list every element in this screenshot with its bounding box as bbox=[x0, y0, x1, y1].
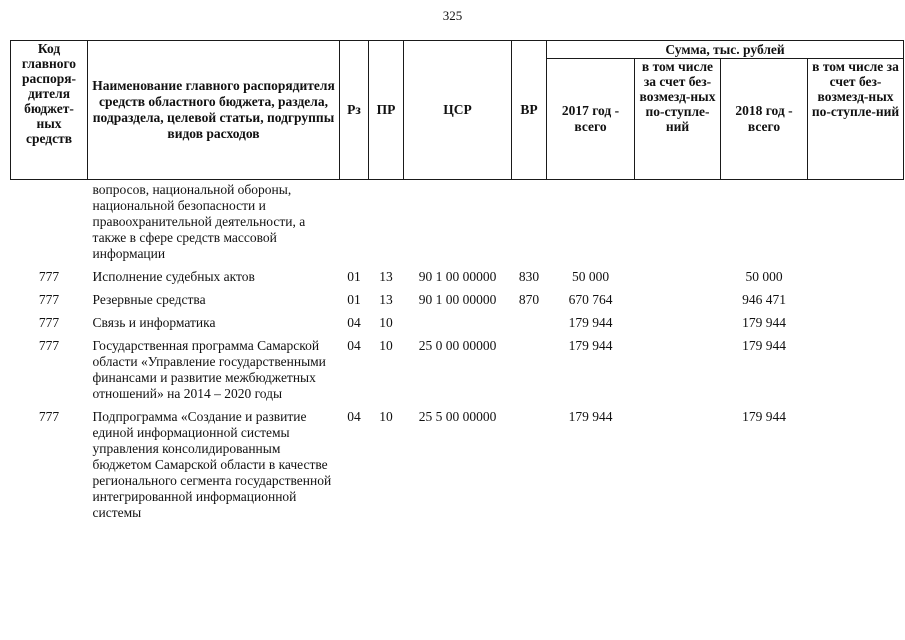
cell-code bbox=[11, 180, 88, 270]
cell-2018-total: 179 944 bbox=[742, 315, 786, 330]
cell-csr: 25 5 00 00000 bbox=[418, 409, 497, 424]
cell-2018-total: 179 944 bbox=[742, 409, 786, 424]
cell-2017-free bbox=[635, 338, 721, 409]
table-row bbox=[11, 409, 904, 528]
table-row bbox=[11, 180, 904, 270]
cell-pr: 10 bbox=[379, 338, 393, 353]
cell-rz: 01 bbox=[347, 269, 361, 284]
cell-name: Государственная программа Самарской области «Управление государственными финансами и развитие межбюджетных отношений» на 2014 – 2020 годы bbox=[92, 338, 326, 401]
cell-rz: 04 bbox=[347, 315, 361, 330]
cell-2017-free bbox=[635, 409, 721, 528]
cell-name: Подпрограмма «Создание и развитие единой информационной системы управления консолидированным бюджетом Самарской области в качестве регионального сегмента государственной интегрированной информационной системы bbox=[92, 409, 332, 520]
cell-2018-total bbox=[721, 180, 808, 270]
header-2017-total: 2017 год - всего bbox=[547, 59, 635, 180]
cell-rz: 01 bbox=[347, 292, 361, 307]
page-number: 325 bbox=[442, 8, 463, 23]
cell-vr bbox=[512, 315, 547, 338]
header-code: Код главного распоря-дителя бюджет-ных средств bbox=[11, 41, 88, 180]
cell-2017-total: 179 944 bbox=[568, 315, 613, 330]
cell-pr: 10 bbox=[379, 409, 393, 424]
cell-2017-total: 179 944 bbox=[568, 338, 613, 353]
cell-vr bbox=[512, 409, 547, 528]
cell-name: вопросов, национальной обороны, национальной безопасности и правоохранительной деятельности, а также в сфере средств массовой информации bbox=[92, 182, 306, 261]
cell-2017-free bbox=[635, 269, 721, 292]
cell-2017-total: 670 764 bbox=[568, 292, 613, 307]
table-body bbox=[11, 180, 904, 529]
table-row bbox=[11, 292, 904, 315]
header-name: Наименование главного распорядителя средств областного бюджета, раздела, подраздела, целевой статьи, подгруппы видов расходов bbox=[88, 41, 340, 180]
cell-name: Исполнение судебных актов bbox=[92, 269, 255, 284]
cell-2018-free bbox=[808, 409, 904, 528]
cell-vr bbox=[512, 180, 547, 270]
header-csr: ЦСР bbox=[404, 41, 512, 180]
table-row bbox=[11, 315, 904, 338]
cell-2018-total: 50 000 bbox=[745, 269, 783, 284]
cell-csr: 25 0 00 00000 bbox=[418, 338, 497, 353]
cell-code: 777 bbox=[38, 292, 60, 307]
cell-csr bbox=[404, 180, 512, 270]
header-pr: ПР bbox=[369, 41, 404, 180]
header-rz: Рз bbox=[340, 41, 369, 180]
header-2018-free: в том числе за счет без-возмезд-ных по-ступле-ний bbox=[808, 59, 904, 180]
budget-table bbox=[10, 40, 904, 528]
cell-code: 777 bbox=[38, 269, 60, 284]
cell-2017-total: 179 944 bbox=[568, 409, 613, 424]
cell-2017-free bbox=[635, 180, 721, 270]
cell-pr: 10 bbox=[379, 315, 393, 330]
cell-code: 777 bbox=[38, 409, 60, 424]
cell-2017-free bbox=[635, 315, 721, 338]
cell-2018-free bbox=[808, 180, 904, 270]
table-row bbox=[11, 269, 904, 292]
table-row bbox=[11, 338, 904, 409]
cell-2018-free bbox=[808, 292, 904, 315]
table-header bbox=[11, 41, 904, 180]
cell-rz bbox=[340, 180, 369, 270]
cell-csr: 90 1 00 00000 bbox=[418, 292, 497, 307]
cell-rz: 04 bbox=[347, 409, 361, 424]
cell-pr: 13 bbox=[379, 269, 393, 284]
cell-vr bbox=[512, 338, 547, 409]
cell-2018-free bbox=[808, 269, 904, 292]
cell-csr bbox=[404, 315, 512, 338]
cell-pr: 13 bbox=[379, 292, 393, 307]
cell-2018-free bbox=[808, 338, 904, 409]
cell-pr bbox=[369, 180, 404, 270]
header-2017-free: в том числе за счет без-возмезд-ных по-ступле-ний bbox=[635, 59, 721, 180]
cell-name: Резервные средства bbox=[92, 292, 206, 307]
cell-2018-free bbox=[808, 315, 904, 338]
header-vr: ВР bbox=[512, 41, 547, 180]
cell-csr: 90 1 00 00000 bbox=[418, 269, 497, 284]
header-2018-total: 2018 год - всего bbox=[721, 59, 808, 180]
cell-vr: 830 bbox=[518, 269, 540, 284]
cell-vr: 870 bbox=[518, 292, 540, 307]
cell-2017-total: 50 000 bbox=[571, 269, 610, 284]
cell-name: Связь и информатика bbox=[92, 315, 216, 330]
cell-2018-total: 946 471 bbox=[742, 292, 786, 307]
header-sum: Сумма, тыс. рублей bbox=[547, 41, 904, 59]
cell-2018-total: 179 944 bbox=[742, 338, 786, 353]
cell-2017-total bbox=[547, 180, 635, 270]
cell-code: 777 bbox=[38, 315, 60, 330]
cell-2017-free bbox=[635, 292, 721, 315]
cell-code: 777 bbox=[38, 338, 60, 353]
cell-rz: 04 bbox=[347, 338, 361, 353]
